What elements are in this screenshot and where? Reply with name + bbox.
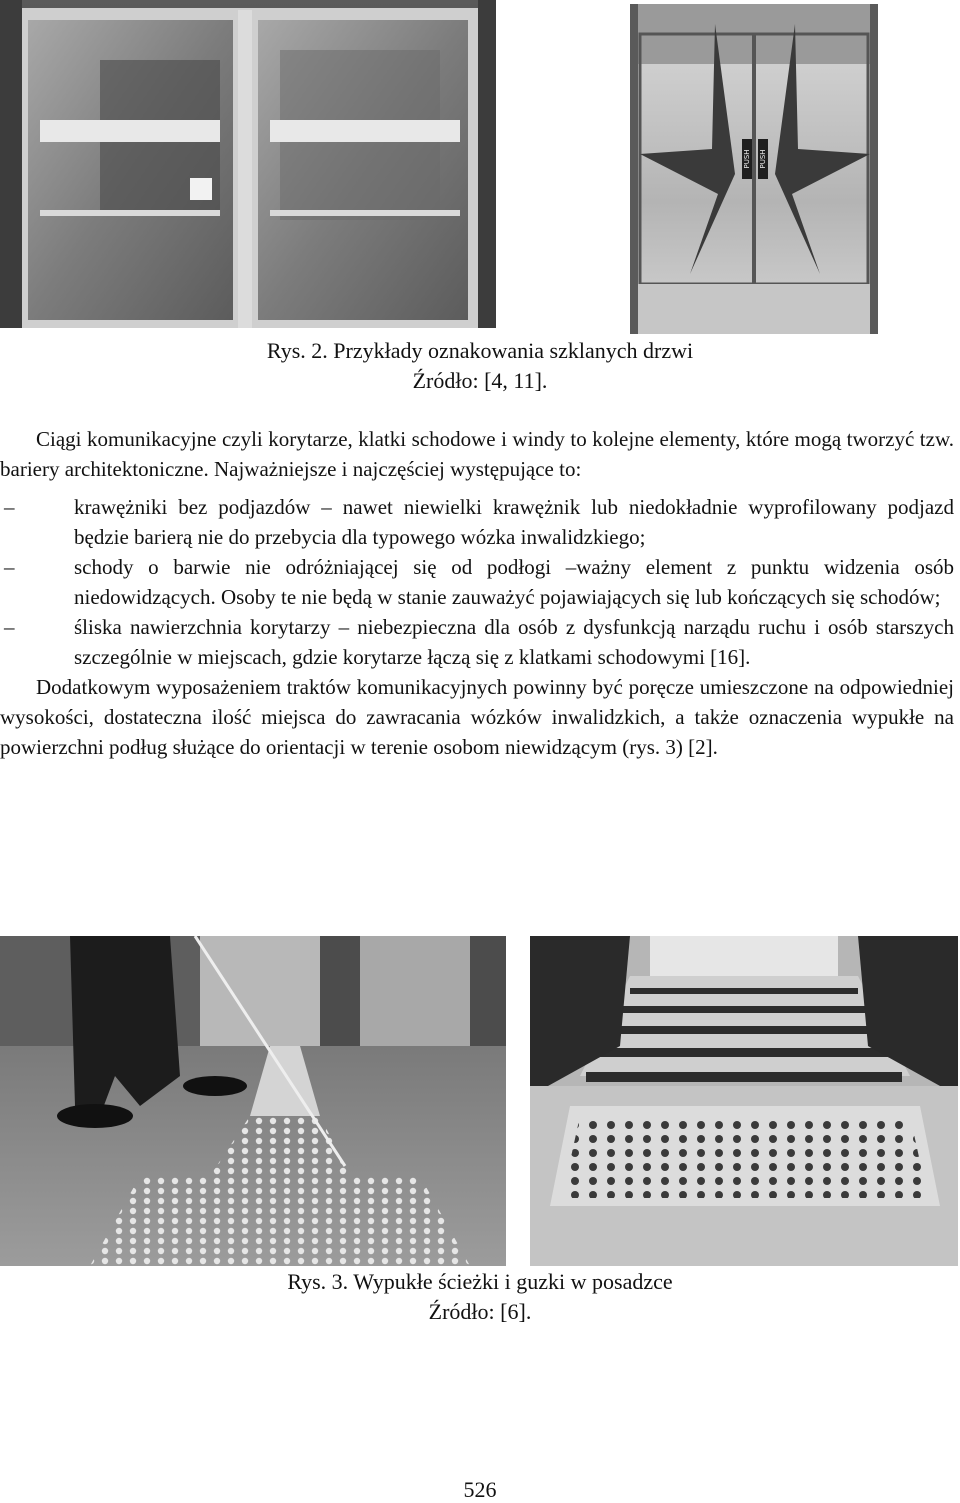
page-number: 526 [463,1477,497,1502]
list-item [0,612,954,672]
figure3-caption-source: Źródło: [6]. [428,1299,532,1324]
list-item-text: śliska nawierzchnia korytarzy – niebezpieczna dla osób z dysfunkcją narządu ruchu i osób starszych szczególnie w miejscach, gdzie korytarze łączą się z klatkami schodowymi [16]. [74,615,954,669]
push-label-left: PUSH [743,149,751,169]
photo-white-cane-tactile-path [0,936,506,1266]
figure2-caption-title: Rys. 2. Przykłady oznakowania szklanych drzwi [266,338,694,363]
photo-glass-door-stars [630,4,878,334]
closing-paragraph: Dodatkowym wyposażeniem traktów komunikacyjnych powinny być poręcze umieszczone na odpowiedniej wysokości, dostateczna ilość miejsca do zawracania wózków inwalidzkich, a także oznaczenia wypukłe na powierzchni podług służące do orientacji w terenie osobom niewidzącym (rys. 3) [2]. [0,675,954,759]
photo-stairs-tactile-studs [530,936,958,1266]
body-text [0,424,954,762]
list-dash: – [4,615,15,639]
push-label-right: PUSH [759,149,767,169]
photo-glass-door-stripes [0,0,496,328]
list-item-text: schody o barwie nie odróżniającej się od podłogi –ważny element z punktu widzenia osób niedowidzących. Osoby te nie będą w stanie zauważyć pojawiających się lub kończących się schodów; [74,555,954,609]
figure3-caption-title: Rys. 3. Wypukłe ścieżki i guzki w posadzce [287,1269,673,1294]
list-item [0,492,954,552]
figure3-caption [0,1267,960,1327]
barrier-list [0,492,954,672]
list-item [0,552,954,612]
list-item-text: krawężniki bez podjazdów – nawet niewielki krawężnik lub niedokładnie wyprofilowany podjazd będzie barierą nie do przebycia dla typowego wózka inwalidzkiego; [74,495,954,549]
intro-paragraph: Ciągi komunikacyjne czyli korytarze, klatki schodowe i windy to kolejne elementy, które mogą tworzyć tzw. bariery architektoniczne. Najważniejsze i najczęściej występujące to: [0,427,954,481]
figure2-caption-source: Źródło: [4, 11]. [412,368,548,393]
figure2-caption [0,336,960,396]
list-dash: – [4,495,15,519]
list-dash: – [4,555,15,579]
